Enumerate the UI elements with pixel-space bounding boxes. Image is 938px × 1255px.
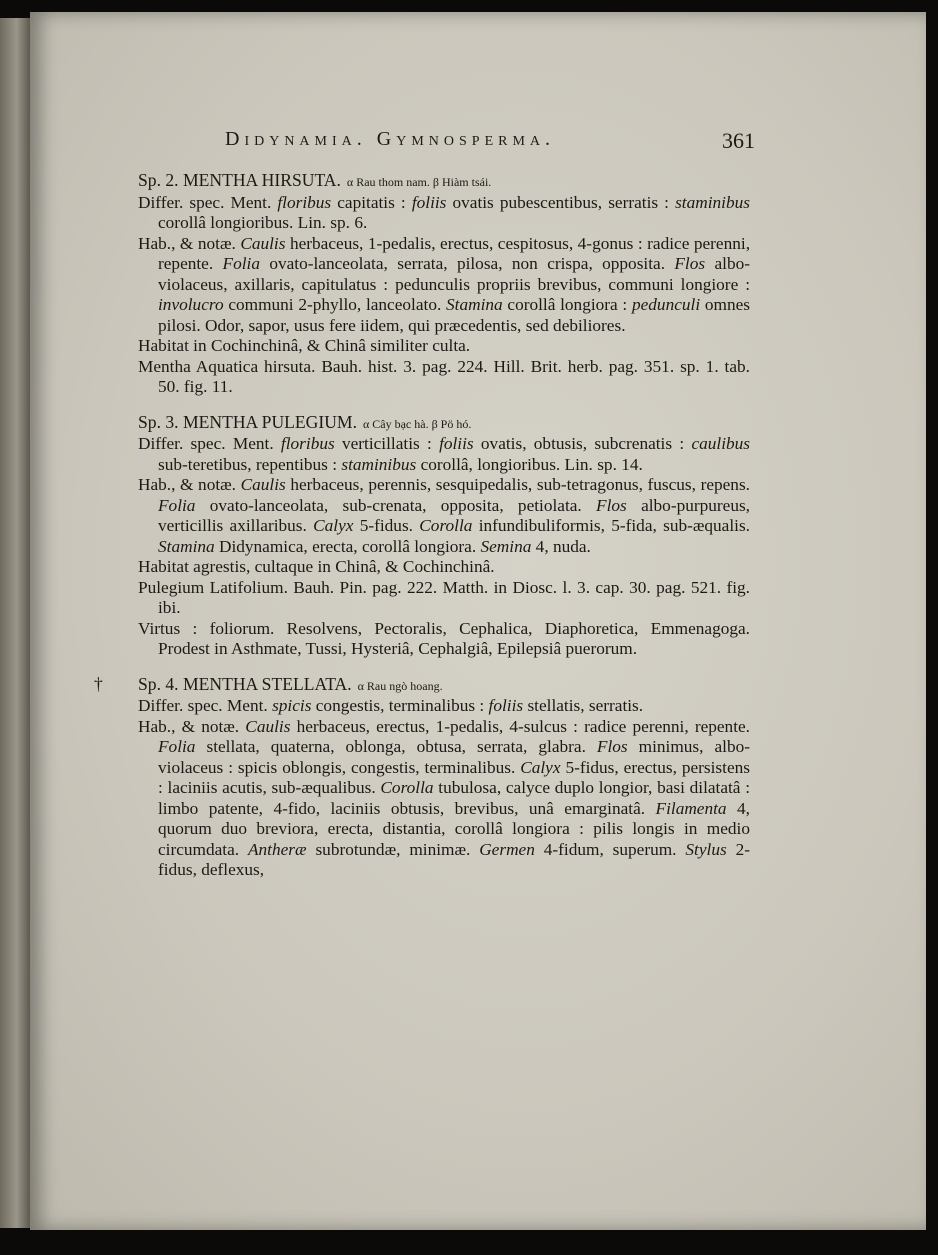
italic-term: caulibus	[691, 434, 750, 453]
text-run: Pulegium Latifolium. Bauh. Pin. pag. 222. Matth. in Diosc. l. 3. cap. 30. pag. 521. fig. ibi.	[138, 577, 750, 617]
text-run: Habitat agrestis, cultaque in Chinâ, & Cochinchinâ.	[138, 557, 495, 576]
text-run: Differ. spec. Ment.	[138, 696, 273, 715]
italic-term: Flos	[596, 737, 628, 756]
text-run: verticillatis :	[334, 434, 440, 453]
italic-term: floribus	[277, 192, 332, 212]
italic-term: staminibus	[341, 454, 417, 474]
species-entry	[138, 412, 750, 660]
italic-term: involucro	[158, 295, 224, 314]
italic-term: Semina	[480, 536, 532, 556]
text-run: ovatis pubescentibus, serratis :	[446, 192, 676, 212]
italic-term: pedunculi	[631, 295, 701, 314]
text-run: Hab., & notæ.	[138, 716, 246, 736]
text-run: ovato-lanceolata, serrata, pilosa, non crispa, opposita.	[259, 254, 675, 273]
text-run: Habitat in Cochinchinâ, & Chinâ similiter culta.	[138, 336, 471, 355]
text-paragraph	[138, 578, 750, 619]
page-header	[225, 128, 755, 158]
text-paragraph	[138, 475, 750, 557]
italic-term: Filamenta	[655, 798, 727, 818]
text-run: communi 2-phyllo, lanceolato.	[223, 295, 447, 314]
species-entry	[138, 170, 750, 398]
italic-term: staminibus	[675, 192, 750, 212]
species-name: MENTHA HIRSUTA.	[182, 170, 341, 190]
text-run: Hab., & notæ.	[138, 233, 241, 253]
italic-term: Calyx	[313, 516, 354, 535]
text-run: corollâ longioribus. Lin. sp. 6.	[158, 213, 368, 232]
vernacular-names: α Rau thom nam. β Hiàm tsái.	[346, 175, 492, 189]
text-run: corollâ, longioribus. Lin. sp. 14.	[416, 454, 643, 474]
text-run: herbaceus, 1-pedalis, erectus, cespitosus, 4-gonus : radice perenni, repente.	[158, 233, 751, 273]
text-run: Differ. spec. Ment.	[138, 192, 278, 212]
text-run: subrotundæ, minimæ.	[306, 839, 480, 859]
italic-term: Flos	[596, 495, 627, 515]
text-run: 4-fidum, superum.	[534, 839, 686, 859]
page-body	[94, 170, 751, 895]
text-run: herbaceus, erectus, 1-pedalis, 4-sulcus : radice perenni, repente.	[290, 716, 750, 736]
italic-term: Folia	[158, 737, 196, 756]
text-run: congestis, terminalibus :	[311, 696, 489, 715]
italic-term: Antheræ	[247, 839, 307, 859]
italic-term: Folia	[222, 254, 260, 273]
species-number: Sp. 4.	[138, 673, 179, 694]
text-run: 4, quorum duo breviora, erecta, distantia, corollâ longiora : pilis longis in medio circumdata.	[158, 798, 750, 859]
italic-term: Stamina	[158, 536, 215, 556]
species-name: MENTHA STELLATA.	[182, 673, 352, 694]
running-title: Didynamia. Gymnosperma.	[225, 128, 556, 150]
text-run: albo-purpureus, verticillis axillaribus.	[158, 495, 751, 535]
text-run: Differ. spec. Ment.	[138, 434, 281, 453]
species-number: Sp. 3.	[138, 411, 179, 432]
text-run: Hab., & notæ.	[138, 475, 241, 494]
italic-term: foliis	[411, 192, 447, 212]
species-paragraphs	[138, 193, 750, 398]
text-run: 2-fidus, deflexus,	[158, 839, 750, 879]
italic-term: Caulis	[240, 475, 286, 494]
italic-term: Corolla	[419, 516, 473, 535]
facing-page-edge	[0, 18, 30, 1228]
species-heading	[138, 412, 750, 435]
text-paragraph	[138, 434, 750, 475]
text-run: ovatis, obtusis, subcrenatis :	[473, 434, 692, 453]
species-heading: † Sp. 4. MENTHA STELLATA. α Rau ngò hoang.	[94, 673, 443, 694]
text-run: corollâ longiora :	[502, 295, 632, 314]
italic-term: foliis	[488, 696, 524, 715]
italic-term: Corolla	[380, 778, 434, 797]
text-paragraph	[138, 557, 750, 578]
text-run: minimus, albo-violaceus : spicis oblongis, congestis, terminalibus.	[158, 737, 750, 777]
text-run: Mentha Aquatica hirsuta. Bauh. hist. 3. pag. 224. Hill. Brit. herb. pag. 351. sp. 1. tab. 50. fig. 11.	[138, 356, 750, 396]
italic-term: Caulis	[245, 716, 291, 736]
text-run: albo-violaceus, axillaris, capitulatus : pedunculis propriis brevibus, communi longiore :	[158, 254, 750, 294]
text-run: 5-fidus.	[353, 516, 420, 535]
text-run: infundibuliformis, 5-fida, sub-æqualis.	[472, 516, 750, 535]
italic-term: Germen	[479, 839, 535, 859]
italic-term: Stylus	[685, 839, 727, 859]
text-paragraph	[138, 696, 750, 717]
text-run: ovato-lanceolata, sub-crenata, opposita, petiolata.	[195, 495, 597, 515]
italic-term: floribus	[280, 434, 335, 453]
text-paragraph	[138, 234, 750, 337]
italic-term: Flos	[674, 254, 706, 273]
text-paragraph	[138, 336, 750, 357]
italic-term: Caulis	[240, 233, 286, 253]
species-paragraphs	[138, 696, 750, 881]
text-run: 4, nuda.	[531, 536, 591, 556]
book-page	[30, 12, 926, 1230]
text-run: tubulosa, calyce duplo longior, basi dilatatâ : limbo patente, 4-fido, laciniis obtusis, brevibus, unâ emarginatâ.	[158, 778, 751, 818]
vernacular-names: α Cây bạc hà. β Pö hó.	[362, 416, 472, 431]
species-entry	[94, 673, 751, 881]
text-run: 5-fidus, erectus, persistens : laciniis acutis, sub-æqualibus.	[158, 757, 750, 797]
text-paragraph	[138, 717, 750, 881]
text-run: herbaceus, perennis, sesquipedalis, sub-tetragonus, fuscus, repens.	[285, 475, 750, 494]
text-run: Didynamica, erecta, corollâ longiora.	[214, 536, 481, 556]
text-paragraph	[138, 193, 750, 234]
text-run: stellatis, serratis.	[523, 696, 644, 715]
italic-term: Folia	[158, 495, 196, 515]
species-number: Sp. 2.	[138, 170, 179, 190]
italic-term: foliis	[439, 434, 474, 453]
species-paragraphs	[138, 434, 750, 660]
italic-term: spicis	[272, 696, 312, 715]
page-number: 361	[722, 128, 755, 153]
text-run: capitatis :	[331, 192, 412, 212]
species-heading	[138, 170, 750, 193]
text-run: omnes pilosi. Odor, sapor, usus fere iidem, qui præcedentis, sed debiliores.	[158, 295, 750, 335]
text-run: stellata, quaterna, oblonga, obtusa, serrata, glabra.	[195, 737, 597, 756]
species-name: MENTHA PULEGIUM.	[182, 411, 357, 432]
text-run: sub-teretibus, repentibus :	[158, 454, 342, 474]
italic-term: Calyx	[520, 757, 561, 777]
italic-term: Stamina	[446, 295, 503, 314]
vernacular-names: α Rau ngò hoang.	[357, 678, 443, 693]
text-paragraph	[138, 357, 750, 398]
text-paragraph	[138, 619, 750, 660]
text-run: Virtus : foliorum. Resolvens, Pectoralis, Cephalica, Diaphoretica, Emmenagoga. Prodest in Asthmate, Tussi, Hysteriâ, Cephalgiâ, Epilepsiâ puerorum.	[138, 618, 750, 658]
